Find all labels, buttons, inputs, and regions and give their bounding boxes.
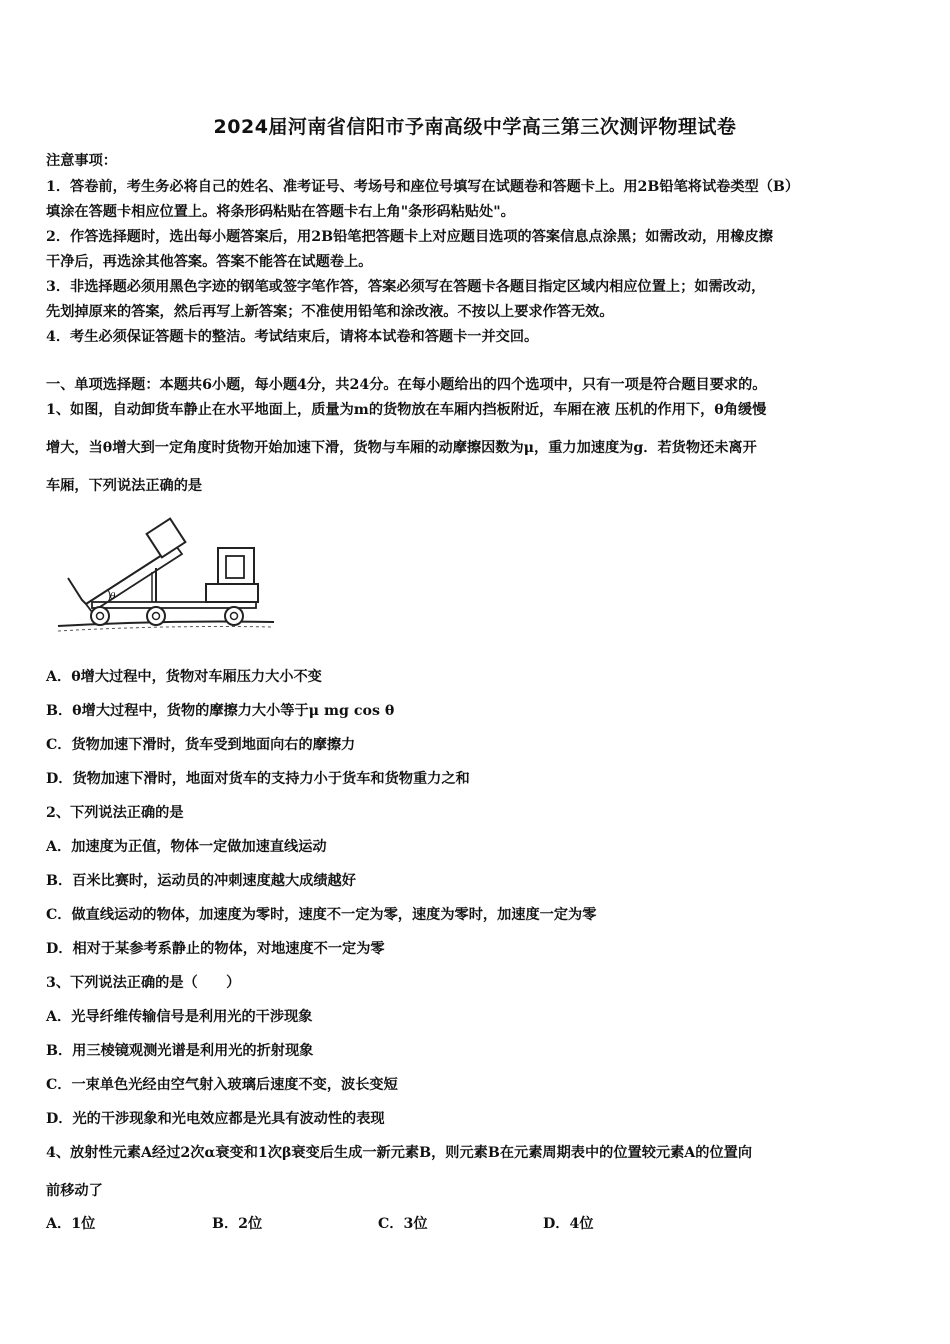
q1-stem: 车厢，下列说法正确的是 — [46, 478, 203, 494]
q3-option-c: C．一束单色光经由空气射入玻璃后速度不变，波长变短 — [46, 1077, 398, 1093]
q1-option-c: C．货物加速下滑时，货车受到地面向右的摩擦力 — [46, 737, 356, 753]
q2-option-d: D．相对于某参考系静止的物体，对地速度不一定为零 — [46, 941, 385, 957]
q4-option-c: C．3位 — [378, 1216, 428, 1232]
q1-stem: 增大，当θ增大到一定角度时货物开始加速下滑，货物与车厢的动摩擦因数为μ，重力加速度为g．若货物还未离开 — [46, 440, 757, 456]
q3-stem: 3、下列说法正确的是（ ） — [46, 975, 241, 991]
q2-stem: 2、下列说法正确的是 — [46, 805, 184, 821]
notice-line: 4．考生必须保证答题卡的整洁。考试结束后，请将本试卷和答题卡一并交回。 — [46, 329, 539, 345]
notice-line: 干净后，再选涂其他答案。答案不能答在试题卷上。 — [46, 254, 373, 270]
dump-truck-figure — [56, 506, 278, 638]
section-heading: 一、单项选择题：本题共6小题，每小题4分，共24分。在每小题给出的四个选项中，只有一项是符合题目要求的。 — [46, 377, 767, 393]
q3-option-d: D．光的干涉现象和光电效应都是光具有波动性的表现 — [46, 1111, 385, 1127]
q3-option-b: B．用三棱镜观测光谱是利用光的折射现象 — [46, 1043, 314, 1059]
notice-line: 先划掉原来的答案，然后再写上新答案；不准使用铅笔和涂改液。不按以上要求作答无效。 — [46, 304, 614, 320]
q1-stem: 1、如图，自动卸货车静止在水平地面上，质量为m的货物放在车厢内挡板附近，车厢在液 压机的作用下，θ角缓慢 — [46, 402, 767, 418]
notice-line: 2．作答选择题时，选出每小题答案后，用2B铅笔把答题卡上对应题目选项的答案信息点涂黑；如需改动，用橡皮擦 — [46, 229, 773, 245]
q1-option-a: A．θ增大过程中，货物对车厢压力大小不变 — [46, 669, 322, 685]
q2-option-b: B．百米比赛时，运动员的冲刺速度越大成绩越好 — [46, 873, 356, 889]
q4-option-b: B．2位 — [212, 1216, 263, 1232]
page-title: 2024届河南省信阳市予南高级中学高三第三次测评物理试卷 — [213, 116, 737, 138]
figure-theta-label: θ — [110, 592, 116, 602]
notice-line: 1．答卷前，考生务必将自己的姓名、准考证号、考场号和座位号填写在试题卷和答题卡上。用2B铅笔将试卷类型（B） — [46, 179, 800, 195]
notice-heading: 注意事项： — [46, 153, 117, 169]
q4-option-d: D．4位 — [543, 1216, 594, 1232]
q2-option-a: A．加速度为正值，物体一定做加速直线运动 — [46, 839, 327, 855]
notice-line: 3．非选择题必须用黑色字迹的钢笔或签字笔作答，答案必须写在答题卡各题目指定区域内相应位置上；如需改动， — [46, 279, 766, 295]
q4-option-a: A．1位 — [46, 1216, 96, 1232]
q3-option-a: A．光导纤维传输信号是利用光的干涉现象 — [46, 1009, 313, 1025]
notice-line: 填涂在答题卡相应位置上。将条形码粘贴在答题卡右上角"条形码粘贴处"。 — [46, 204, 515, 220]
q1-option-b: B．θ增大过程中，货物的摩擦力大小等于μ mg cos θ — [46, 703, 395, 719]
q1-option-d: D．货物加速下滑时，地面对货车的支持力小于货车和货物重力之和 — [46, 771, 470, 787]
q4-stem: 4、放射性元素A经过2次α衰变和1次β衰变后生成一新元素B，则元素B在元素周期表中的位置较元素A的位置向 — [46, 1145, 753, 1161]
q4-stem: 前移动了 — [46, 1183, 103, 1199]
q2-option-c: C．做直线运动的物体，加速度为零时，速度不一定为零，速度为零时，加速度一定为零 — [46, 907, 597, 923]
